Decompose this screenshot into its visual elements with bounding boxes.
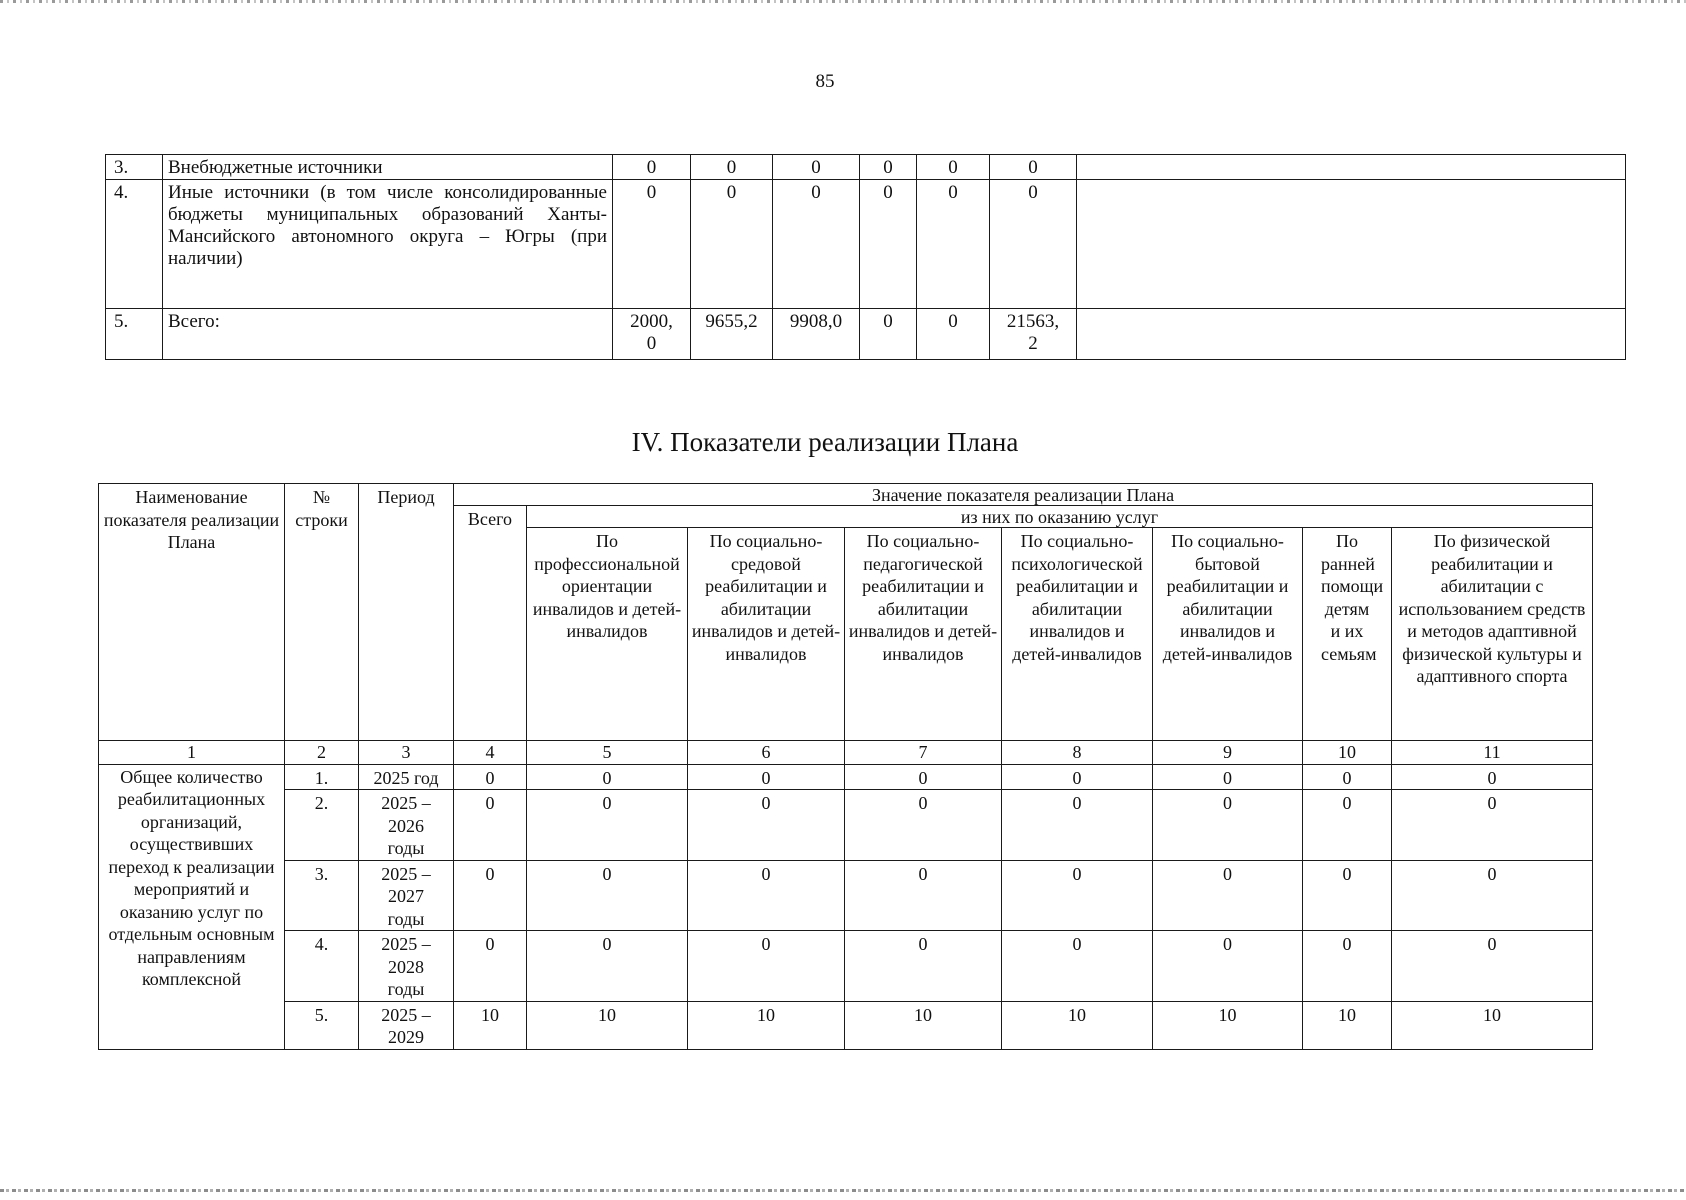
value-cell: 0: [1392, 931, 1593, 1002]
value-cell: 0: [1392, 764, 1593, 790]
row-number: 5.: [285, 1001, 359, 1049]
financing-row-total: [106, 309, 1626, 360]
value-cell: 0: [917, 180, 990, 309]
value-cell: 0: [688, 764, 845, 790]
value-cell: 0: [845, 790, 1002, 861]
column-number: 8: [1002, 741, 1153, 765]
value-cell: 0: [454, 931, 527, 1002]
value-cell: 10: [1303, 1001, 1392, 1049]
value-cell: 0: [1303, 764, 1392, 790]
column-number: 5: [527, 741, 688, 765]
value-cell: 9655,2: [691, 309, 773, 360]
value-cell: 0: [527, 931, 688, 1002]
financing-sources-table: [105, 154, 1626, 360]
section-title: IV. Показатели реализации Плана: [631, 427, 1019, 457]
value-cell: 0: [613, 180, 691, 309]
period: 2025 год: [359, 764, 454, 790]
value-cell: 10: [527, 1001, 688, 1049]
header-service-column: По социально-педагогической реабилитации и абилитации инвалидов и детей-инвалидов: [845, 528, 1002, 741]
value-cell: 0: [773, 180, 860, 309]
value-cell: 0: [691, 155, 773, 180]
value-cell: 0: [1002, 790, 1153, 861]
value-cell: 0: [860, 155, 917, 180]
period: 2025 – 2029: [381, 1004, 431, 1047]
value-cell: 10: [845, 1001, 1002, 1049]
row-number: 4.: [285, 931, 359, 1002]
header-total: Всего: [454, 506, 527, 741]
indicator-row: [99, 790, 1593, 861]
header-service-column: По ранней помощи детям и их семьям: [1321, 531, 1384, 664]
financing-row: [106, 155, 1626, 180]
header-service-column: По профессиональной ориентации инвалидов и детей-инвалидов: [527, 528, 688, 741]
value-cell: 0: [1392, 860, 1593, 931]
value-cell: 0: [688, 931, 845, 1002]
header-indicator-name: Наименование показателя реализации Плана: [99, 484, 285, 741]
source-name: Всего:: [163, 309, 613, 360]
indicator-row: [99, 764, 1593, 790]
value-cell: 0: [527, 860, 688, 931]
value-cell: 0: [845, 931, 1002, 1002]
indicator-row: [99, 860, 1593, 931]
row-number: 3.: [285, 860, 359, 931]
value-cell: 0: [1303, 790, 1392, 861]
value-cell: 0: [688, 860, 845, 931]
value-cell: 0: [917, 155, 990, 180]
value-cell: 0: [860, 180, 917, 309]
empty-cell: [1077, 155, 1626, 180]
period: 2025 – 2028 годы: [381, 934, 431, 999]
period: 2025 – 2027 годы: [381, 863, 431, 929]
value-cell: 0: [527, 764, 688, 790]
period: 2025 – 2026 годы: [381, 793, 431, 858]
value-cell: 0: [613, 155, 691, 180]
column-number: 4: [454, 741, 527, 765]
page-number: 85: [815, 71, 835, 92]
row-number: 4.: [106, 180, 163, 309]
scan-edge-top: [0, 0, 1686, 3]
value-cell: 10: [454, 1001, 527, 1049]
value-cell: 10: [1392, 1001, 1593, 1049]
column-number: 1: [99, 741, 285, 765]
value-cell: 0: [990, 155, 1077, 180]
indicator-row: [99, 1001, 1593, 1049]
header-value-group: Значение показателя реализации Плана: [454, 484, 1593, 506]
header-service-column: По социально-бытовой реабилитации и абилитации инвалидов и детей-инвалидов: [1153, 528, 1303, 741]
value-cell: 0: [454, 764, 527, 790]
value-cell: 0: [1392, 790, 1593, 861]
source-name: Внебюджетные источники: [163, 155, 613, 180]
row-number: 5.: [106, 309, 163, 360]
value-cell: 0: [773, 155, 860, 180]
value-cell: 10: [1002, 1001, 1153, 1049]
column-numbers-row: [99, 741, 1593, 765]
value-cell: 0: [454, 790, 527, 861]
scan-edge-bottom: [0, 1189, 1686, 1192]
column-number: 11: [1392, 741, 1593, 765]
header-services-group: из них по оказанию услуг: [527, 506, 1593, 528]
value-cell: 9908,0: [773, 309, 860, 360]
source-name: Иные источники (в том числе консолидированные бюджеты муниципальных образований Ханты-Мансийского автономного округа – Югры (при наличии): [163, 180, 613, 309]
header-row-1: [99, 484, 1593, 506]
header-row-number: № строки: [285, 484, 359, 741]
column-number: 9: [1153, 741, 1303, 765]
column-number: 2: [285, 741, 359, 765]
value-cell: 0: [1153, 764, 1303, 790]
row-number: 2.: [285, 790, 359, 861]
row-number: 1.: [285, 764, 359, 790]
value-cell: 0: [845, 764, 1002, 790]
header-service-column: По социально-средовой реабилитации и абилитации инвалидов и детей-инвалидов: [688, 528, 845, 741]
empty-cell: [1077, 180, 1626, 309]
value-cell: 0: [454, 860, 527, 931]
empty-cell: [1077, 309, 1626, 360]
column-number: 10: [1303, 741, 1392, 765]
header-service-column: По физической реабилитации и абилитации с использованием средств и методов адаптивной физической культуры и адаптивного спорта: [1392, 528, 1593, 741]
value-cell: 0: [1153, 860, 1303, 931]
indicators-table: [98, 483, 1593, 1050]
row-number: 3.: [106, 155, 163, 180]
value-cell: 0: [1303, 860, 1392, 931]
value-cell: 2000,0: [630, 311, 673, 354]
indicator-name: Общее количество реабилитационных организаций, осуществивших переход к реализации мероприятий и оказанию услуг по отдельным основным направлениям комплексной: [99, 764, 285, 1049]
value-cell: 21563,2: [1006, 311, 1060, 354]
value-cell: 0: [860, 309, 917, 360]
value-cell: 10: [1153, 1001, 1303, 1049]
value-cell: 0: [917, 309, 990, 360]
value-cell: 0: [1153, 931, 1303, 1002]
header-service-column: По социально-психологической реабилитации и абилитации инвалидов и детей-инвалидов: [1002, 528, 1153, 741]
value-cell: 0: [845, 860, 1002, 931]
value-cell: 0: [527, 790, 688, 861]
value-cell: 0: [691, 180, 773, 309]
value-cell: 0: [1002, 931, 1153, 1002]
value-cell: 0: [1002, 860, 1153, 931]
value-cell: 0: [990, 180, 1077, 309]
value-cell: 10: [688, 1001, 845, 1049]
indicator-row: [99, 931, 1593, 1002]
financing-row: [106, 180, 1626, 309]
header-period: Период: [359, 484, 454, 741]
value-cell: 0: [1153, 790, 1303, 861]
column-number: 7: [845, 741, 1002, 765]
column-number: 6: [688, 741, 845, 765]
value-cell: 0: [1303, 931, 1392, 1002]
value-cell: 0: [688, 790, 845, 861]
value-cell: 0: [1002, 764, 1153, 790]
column-number: 3: [359, 741, 454, 765]
